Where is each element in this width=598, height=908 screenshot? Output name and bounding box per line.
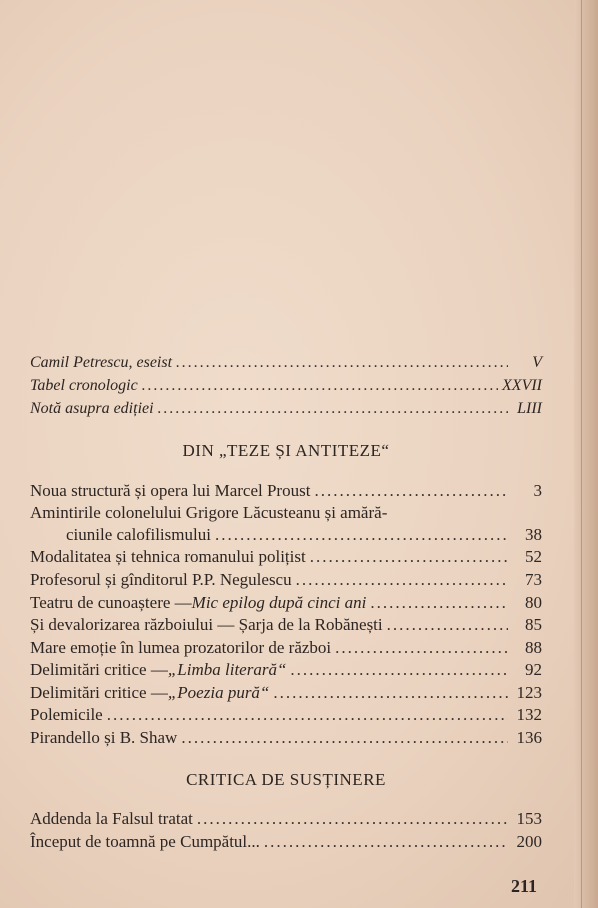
toc-entry-page: 73 xyxy=(525,570,542,589)
toc-entry-label: Camil Petrescu, eseist xyxy=(30,354,173,371)
leader-dots xyxy=(273,682,508,704)
leader-dots xyxy=(181,727,508,749)
toc-entry-label: Notă asupra ediției xyxy=(30,400,154,417)
toc-entry-label: Pirandello și B. Shaw xyxy=(30,728,178,747)
leader-dots xyxy=(215,524,508,546)
toc-entry-page: 123 xyxy=(516,683,542,702)
toc-entry-page: 38 xyxy=(525,525,542,544)
toc-entry xyxy=(30,727,542,749)
toc-entry xyxy=(30,569,542,591)
toc-entry-label: Polemicile xyxy=(30,705,103,724)
toc-entry-label: Delimitări critice — xyxy=(30,660,168,679)
toc-entry-label: Mare emoție în lumea prozatorilor de război xyxy=(30,638,332,657)
section-title: DIN „TEZE ȘI ANTITEZE“ xyxy=(182,441,390,460)
page-edge-line xyxy=(581,0,582,908)
leader-dots xyxy=(387,614,508,636)
toc-entry-page: 80 xyxy=(525,593,542,612)
toc-entry xyxy=(30,808,542,830)
toc-entry-front-2 xyxy=(30,375,542,397)
toc-entry-page: V xyxy=(532,354,542,371)
toc-entry-label: Și devalorizarea războiului — Șarja de la Robănești xyxy=(30,615,383,634)
toc-entry-label: Addenda la Falsul tratat xyxy=(30,809,193,828)
leader-dots xyxy=(142,375,498,397)
toc-entry xyxy=(30,592,542,614)
toc-entry xyxy=(30,682,542,704)
leader-dots xyxy=(335,637,508,659)
leader-dots xyxy=(296,569,508,591)
toc-entry-label-italic: „Poezia pură“ xyxy=(167,683,270,702)
toc-entry-page: 52 xyxy=(525,547,542,566)
toc-entry-page: 88 xyxy=(525,638,542,657)
toc-entry-page: XXVII xyxy=(502,377,542,394)
toc-entry-page: 3 xyxy=(533,481,542,500)
leader-dots xyxy=(176,352,508,374)
leader-dots xyxy=(370,592,508,614)
toc-entry-label: Amintirile colonelului Grigore Lăcusteanu și amără- xyxy=(30,503,388,522)
toc-entry xyxy=(30,502,542,524)
leader-dots xyxy=(264,831,508,853)
leader-dots xyxy=(314,480,508,502)
toc-entry-label: Delimitări critice — xyxy=(30,683,168,702)
toc-entry xyxy=(30,637,542,659)
toc-entry-front-3 xyxy=(30,398,542,420)
toc-entry-front-1 xyxy=(30,352,542,374)
toc-entry xyxy=(30,546,542,568)
toc-entry-page: 92 xyxy=(525,660,542,679)
section-title: CRITICA DE SUSȚINERE xyxy=(186,770,386,789)
toc-entry-label: Profesorul și gînditorul P.P. Negulescu xyxy=(30,570,292,589)
toc-entry xyxy=(30,614,542,636)
toc-entry-page: 153 xyxy=(516,809,542,828)
leader-dots xyxy=(158,398,508,420)
toc-entry-page: 132 xyxy=(516,705,542,724)
leader-dots xyxy=(290,659,508,681)
toc-entry xyxy=(30,831,542,853)
toc-entry-label: Noua structură și opera lui Marcel Proust xyxy=(30,481,311,500)
toc-entry xyxy=(30,659,542,681)
toc-entry-label: Modalitatea și tehnica romanului polițist xyxy=(30,547,306,566)
toc-entry-label-italic: „Limba literară“ xyxy=(167,660,287,679)
toc-entry-label: Început de toamnă pe Cumpătul... xyxy=(30,832,260,851)
leader-dots xyxy=(107,704,508,726)
toc-entry-label-italic: Mic epilog după cinci ani xyxy=(191,593,367,612)
page-edge xyxy=(574,0,598,908)
page-number: 211 xyxy=(511,876,538,896)
toc-entry xyxy=(30,480,542,502)
toc-entry-page: 136 xyxy=(516,728,542,747)
toc-entry-label: Teatru de cunoaștere — xyxy=(30,593,192,612)
toc-entry xyxy=(30,704,542,726)
toc-entry-page: LIII xyxy=(517,400,542,417)
toc-entry-page: 85 xyxy=(525,615,542,634)
toc-entry-continuation xyxy=(66,524,542,546)
toc-entry-label: ciunile calofilismului xyxy=(66,525,211,544)
leader-dots xyxy=(197,808,508,830)
toc-entry-label: Tabel cronologic xyxy=(30,377,138,394)
leader-dots xyxy=(310,546,508,568)
toc-entry-page: 200 xyxy=(516,832,542,851)
